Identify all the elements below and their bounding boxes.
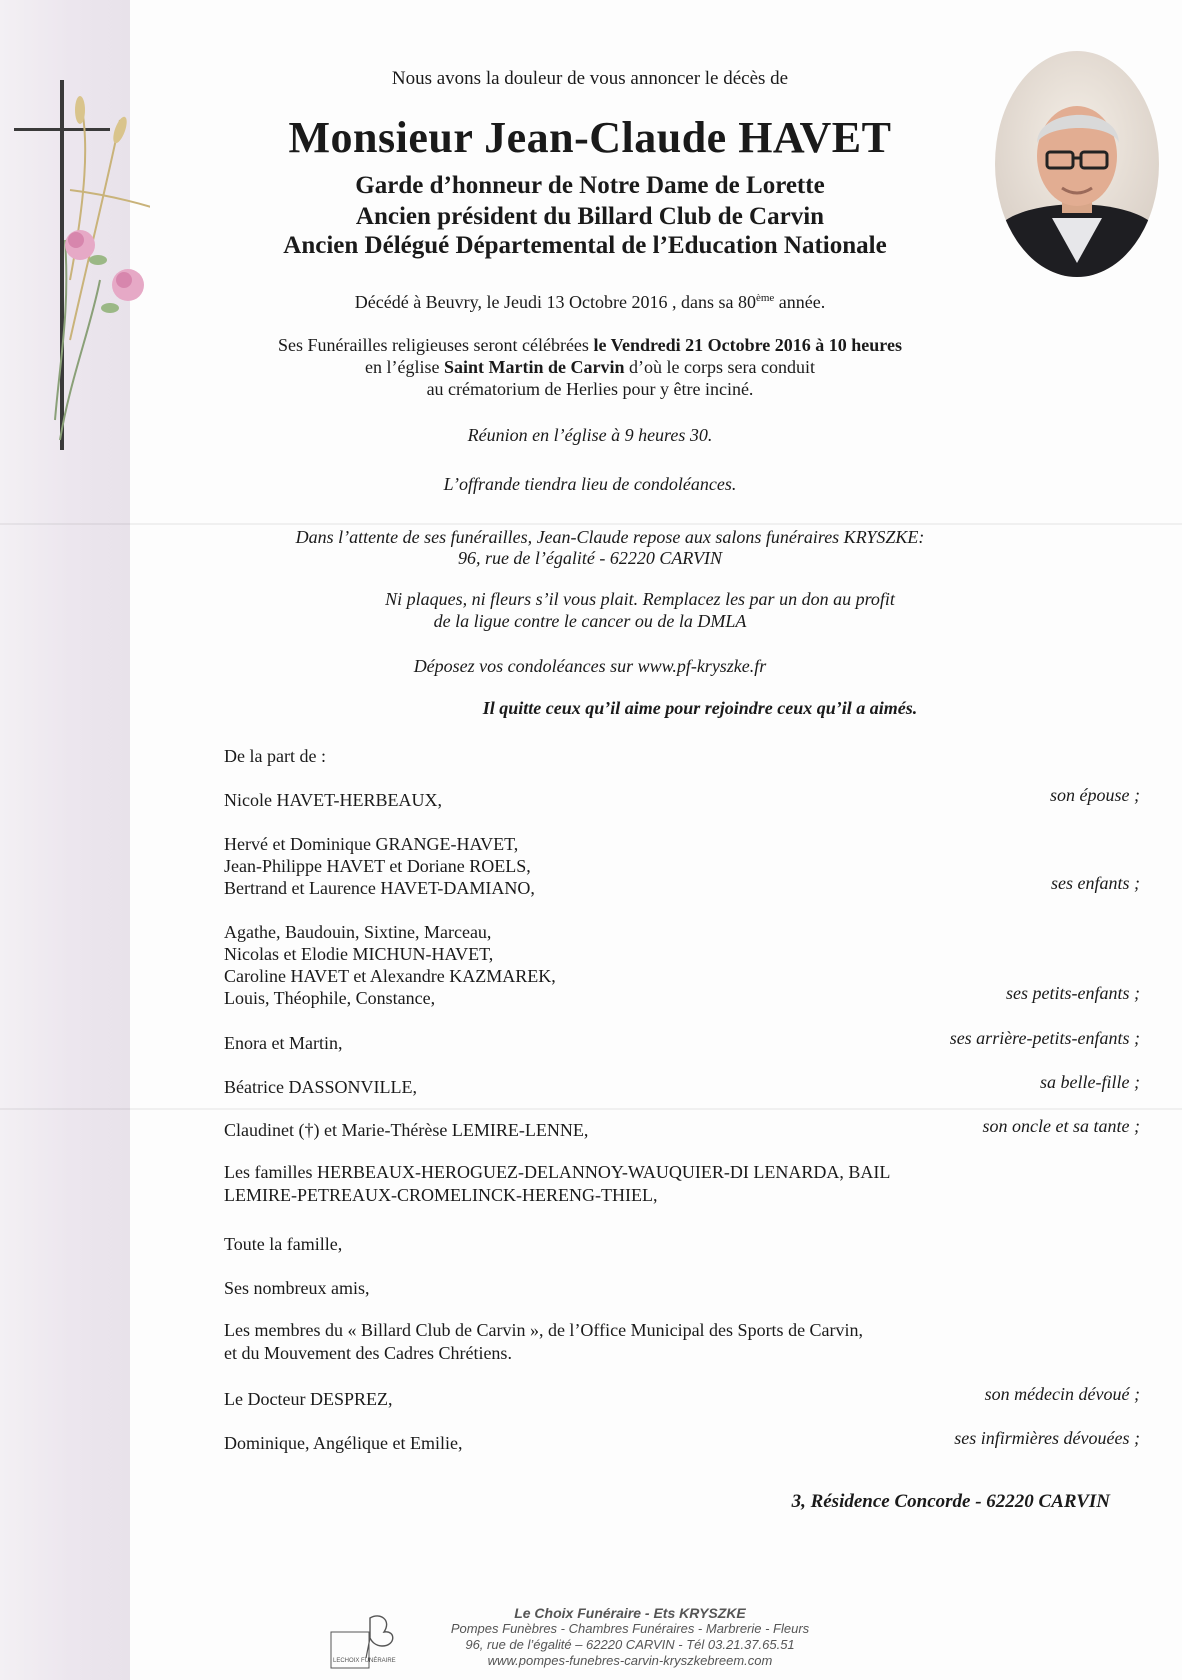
relation-daughter-in-law: sa belle-fille ;: [1040, 1072, 1140, 1092]
family-doctor: Le Docteur DESPREZ,: [224, 1389, 393, 1409]
family-child: Hervé et Dominique GRANGE-HAVET,: [224, 834, 519, 854]
death-line: [140, 292, 1040, 313]
funeral-text: Ses Funérailles religieuses seront célébrées: [278, 335, 594, 355]
footer-company: Le Choix Funéraire - Ets KRYSZKE: [514, 1605, 746, 1621]
funeral-church: Saint Martin de Carvin: [444, 357, 625, 377]
funeral-line-3: au crématorium de Herlies pour y être inciné.: [426, 379, 754, 399]
attente-line-2: 96, rue de l’égalité - 62220 CARVIN: [457, 548, 723, 568]
quote-line: Il quitte ceux qu’il aime pour rejoindre ceux qu’il a aimés.: [482, 698, 918, 718]
family-great-grandchildren: Enora et Martin,: [224, 1033, 343, 1053]
title-line: Ancien président du Billard Club de Carvin: [355, 203, 825, 230]
death-sup: ème: [755, 292, 775, 304]
intro-line: Nous avons la douleur de vous annoncer le décès de: [391, 68, 789, 89]
plaques-line-1: Ni plaques, ni fleurs s’il vous plait. Remplacez les par un don au profit: [385, 589, 895, 609]
family-grandchild: Agathe, Baudouin, Sixtine, Marceau,: [224, 922, 492, 942]
funeral-time: à 10 heures: [810, 335, 902, 355]
death-text-end: année.: [774, 292, 826, 312]
relation-nurses: ses infirmières dévouées ;: [954, 1428, 1140, 1448]
family-members: et du Mouvement des Cadres Chrétiens.: [224, 1343, 512, 1363]
family-families: LEMIRE-PETREAUX-CROMELINCK-HERENG-THIEL,: [224, 1185, 658, 1205]
relation-grandchildren: ses petits-enfants ;: [1006, 983, 1140, 1003]
family-nurses: Dominique, Angélique et Emilie,: [224, 1433, 463, 1453]
footer-address: 96, rue de l’égalité – 62220 CARVIN - Tél 03.21.37.65.51: [465, 1637, 795, 1652]
plaques-line-2: de la ligue contre le cancer ou de la DMLA: [433, 611, 747, 631]
funeral-line-1: [140, 335, 1040, 356]
relation-great-grandchildren: ses arrière-petits-enfants ;: [949, 1028, 1140, 1048]
funeral-home-footer: [420, 1605, 840, 1669]
fold-line: [0, 1108, 1182, 1110]
attente-line-1: Dans l’attente de ses funérailles, Jean-Claude repose aux salons funéraires KRYSZKE:: [295, 527, 925, 547]
family-child: Jean-Philippe HAVET et Doriane ROELS,: [224, 856, 531, 876]
family-families: Les familles HERBEAUX-HEROGUEZ-DELANNOY-WAUQUIER-DI LENARDA, BAIL: [224, 1162, 891, 1182]
family-daughter-in-law: Béatrice DASSONVILLE,: [224, 1077, 417, 1097]
funeral-text: en l’église: [365, 357, 444, 377]
family-all: Toute la famille,: [224, 1234, 343, 1254]
family-friends: Ses nombreux amis,: [224, 1278, 370, 1298]
condoleances-line: Déposez vos condoléances sur www.pf-kryszke.fr: [413, 656, 767, 676]
funeral-date: le Vendredi 21 Octobre 2016: [593, 335, 811, 355]
logo-text: LECHOIX FUNÉRAIRE: [333, 1658, 396, 1664]
offrande-line: L’offrande tiendra lieu de condoléances.: [443, 474, 737, 494]
family-grandchild: Louis, Théophile, Constance,: [224, 988, 436, 1008]
family-uncle-aunt: Claudinet (†) et Marie-Thérèse LEMIRE-LENNE,: [224, 1120, 589, 1140]
funeral-text: d’où le corps sera conduit: [624, 357, 815, 377]
family-grandchild: Nicolas et Elodie MICHUN-HAVET,: [224, 944, 494, 964]
title-line: Garde d’honneur de Notre Dame de Lorette: [355, 172, 825, 199]
funeral-line-2: [140, 357, 1040, 378]
relation-spouse: son épouse ;: [1050, 785, 1140, 805]
family-address: 3, Résidence Concorde - 62220 CARVIN: [791, 1491, 1110, 1512]
title-line: Ancien Délégué Départemental de l’Education Nationale: [283, 232, 887, 259]
footer-services: Pompes Funèbres - Chambres Funéraires - Marbrerie - Fleurs: [450, 1621, 810, 1636]
family-grandchild: Caroline HAVET et Alexandre KAZMAREK,: [224, 966, 556, 986]
funeral-home-logo: [330, 1612, 400, 1670]
family-spouse: Nicole HAVET-HERBEAUX,: [224, 790, 442, 810]
death-text: Décédé à Beuvry, le Jeudi 13 Octobre 2016 , dans sa 80: [354, 292, 756, 312]
relation-children: ses enfants ;: [1051, 873, 1140, 893]
family-child: Bertrand et Laurence HAVET-DAMIANO,: [224, 878, 535, 898]
de-la-part-label: De la part de :: [224, 746, 326, 766]
reunion-line: Réunion en l’église à 9 heures 30.: [467, 425, 713, 445]
footer-website: www.pompes-funebres-carvin-kryszkebreem.com: [487, 1653, 773, 1668]
cross-with-flowers-icon: [10, 80, 150, 450]
relation-uncle-aunt: son oncle et sa tante ;: [982, 1116, 1140, 1136]
family-members: Les membres du « Billard Club de Carvin », de l’Office Municipal des Sports de Carvin,: [224, 1320, 864, 1340]
fold-line: [0, 523, 1182, 525]
deceased-name: Monsieur Jean-Claude HAVET: [288, 113, 892, 162]
relation-doctor: son médecin dévoué ;: [984, 1384, 1140, 1404]
